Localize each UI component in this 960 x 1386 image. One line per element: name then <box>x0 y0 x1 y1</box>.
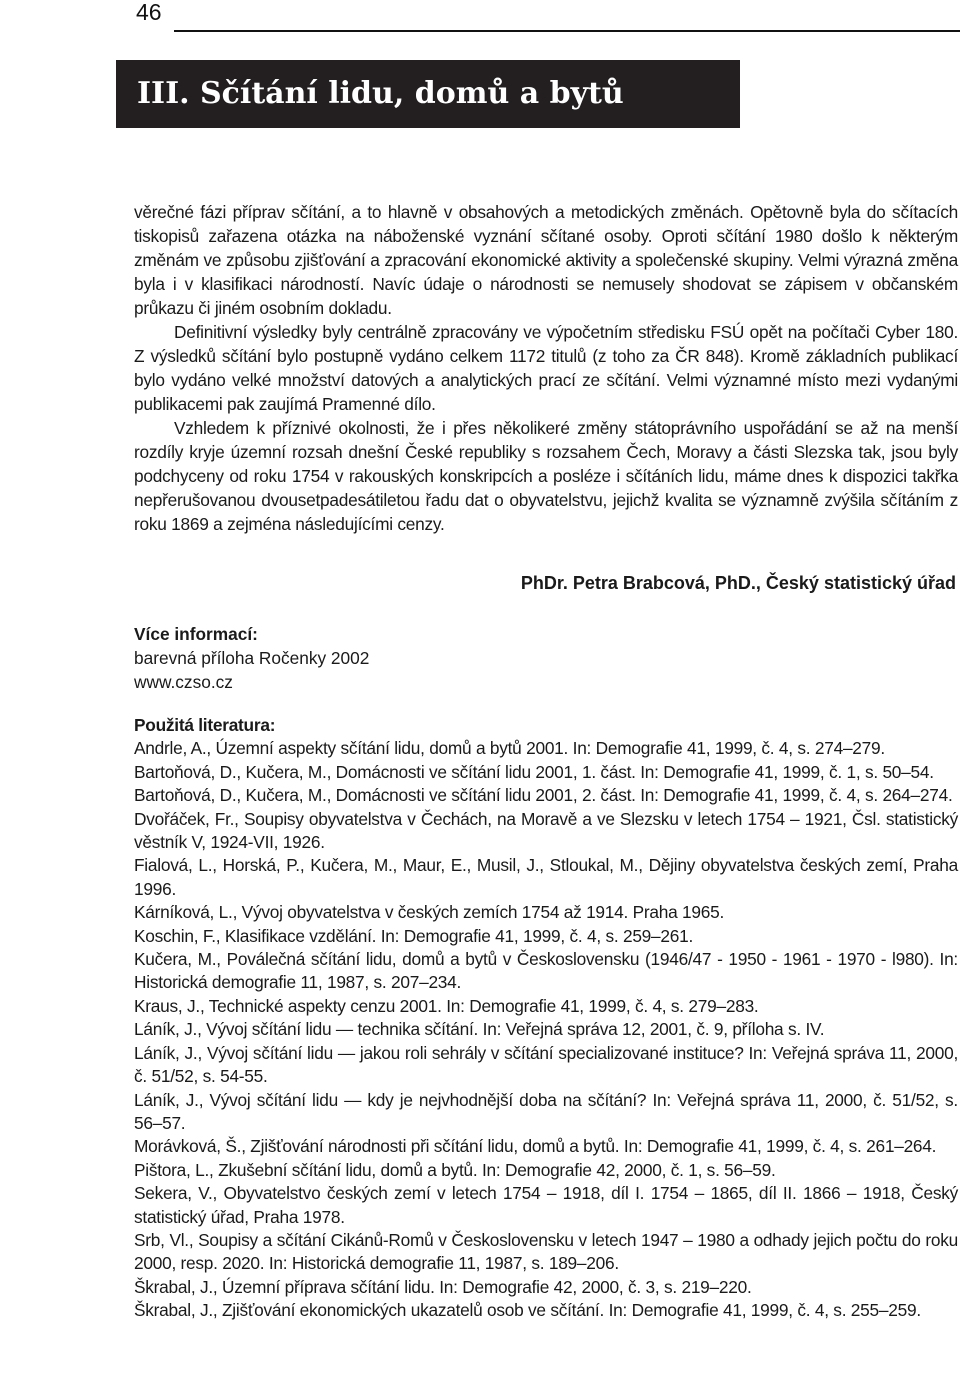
literature-section <box>134 714 958 1323</box>
literature-item: Bartoňová, D., Kučera, M., Domácnosti ve sčítání lidu 2001, 1. část. In: Demografie 41, 1999, č. 1, s. 50–54. <box>134 761 934 782</box>
literature-heading: Použitá literatura: <box>134 715 276 735</box>
chapter-banner <box>116 60 740 128</box>
literature-item: Andrle, A., Územní aspekty sčítání lidu, domů a bytů 2001. In: Demografie 41, 1999, č. 4, s. 274–279. <box>134 738 885 759</box>
page-number: 46 <box>136 0 162 25</box>
literature-item: Kárníková, L., Vývoj obyvatelstva v českých zemích 1754 až 1914. Praha 1965. <box>134 902 725 923</box>
literature-item: Pištora, L., Zkušební sčítání lidu, domů a bytů. In: Demografie 42, 2000, č. 1, s. 56–59. <box>134 1159 776 1180</box>
body-text <box>134 200 958 536</box>
literature-item: Morávková, Š., Zjišťování národnosti při sčítání lidu, domů a bytů. In: Demografie 41, 1999, č. 4, s. 261–264. <box>134 1136 937 1157</box>
body-paragraph: Vzhledem k příznivé okolnosti, že i přes několikeré změny státoprávního uspořádání se až na menší rozdíly kryje územní rozsah dnešní České republiky s rozsahem Čech, Moravy a části Slezska tak, jsou byly podchyceny od roku 1754 v rakouských konskripcích a posléze i sčítáních lidu, máme dnes k dispozici takřka nepřerušovanou dvousetpadesátiletou řadu dat o obyvatelstvu, jejichž kvalita se významně zvýšila sčítáním z roku 1869 a zejména následujícími cenzy. <box>134 418 958 534</box>
literature-list <box>134 737 958 1322</box>
literature-item: Fialová, L., Horská, P., Kučera, M., Maur, E., Musil, J., Stloukal, M., Dějiny obyvatelstva českých zemí, Praha 1996. <box>134 855 958 899</box>
more-info-line: barevná příloha Ročenky 2002 <box>134 648 370 668</box>
literature-item: Láník, J., Vývoj sčítání lidu — technika sčítání. In: Veřejná správa 12, 2001, č. 9, příloha s. IV. <box>134 1019 825 1040</box>
header-rule <box>174 30 960 32</box>
literature-item: Láník, J., Vývoj sčítání lidu — jakou roli sehrály v sčítání specializované instituce? In: Veřejná správa 11, 2000, č. 51/52, s. 54-55. <box>134 1042 958 1087</box>
literature-item: Dvořáček, Fr., Soupisy obyvatelstva v Čechách, na Moravě a ve Slezsku v letech 1754 – 1921, Čsl. statistický věstník V, 1924-VII, 1926. <box>134 808 958 853</box>
literature-item: Srb, Vl., Soupisy a sčítání Cikánů-Romů v Československu v letech 1947 – 1980 a odhady jejich počtu do roku 2000, resp. 2020. In: Historická demografie 11, 1987, s. 189–206. <box>134 1229 958 1274</box>
more-info-heading: Více informací: <box>134 624 258 644</box>
chapter-title: III. Sčítání lidu, domů a bytů <box>137 76 624 111</box>
literature-item: Škrabal, J., Územní příprava sčítání lidu. In: Demografie 42, 2000, č. 3, s. 219–220. <box>134 1276 752 1297</box>
body-paragraph: Definitivní výsledky byly centrálně zpracovány ve výpočetním středisku FSÚ opět na počítači Cyber 180. Z výsledků sčítání bylo postupně vydáno celkem 1172 titulů (z toho za ČR 848). Kromě základních publikací bylo vydáno velké množství datových a analytických prací ze sčítání. Velmi významné místo mezi vydanými publikacemi pak zaujímá Pramenné dílo. <box>134 322 958 414</box>
more-info-link[interactable]: www.czso.cz <box>134 672 233 692</box>
literature-item: Škrabal, J., Zjišťování ekonomických ukazatelů osob ve sčítání. In: Demografie 41, 1999, č. 4, s. 255–259. <box>134 1300 921 1321</box>
literature-item: Kučera, M., Poválečná sčítání lidu, domů a bytů v Československu (1946/47 - 1950 - 1961 - 1970 - l980). In: Historická demografie 11, 1987, s. 207–234. <box>134 949 958 993</box>
literature-item: Kraus, J., Technické aspekty cenzu 2001. In: Demografie 41, 1999, č. 4, s. 279–283. <box>134 995 759 1016</box>
body-paragraph: věrečné fázi příprav sčítání, a to hlavně v obsahových a metodických změnách. Opětovně byla do sčítacích tiskopisů zařazena otázka na náboženské vyznání sčítané osoby. Oproti sčítání 1980 došlo k některým změnám ve způsobu zjišťování a zpracování ekonomické aktivity a společenské skupiny. Velmi výrazná změna byla i v klasifikaci národností. Navíc údaje o národnosti se nemusely shodovat se zápisem v občanském průkazu či jiném osobním dokladu. <box>134 202 958 318</box>
author-signature: PhDr. Petra Brabcová, PhD., Český statistický úřad <box>520 573 956 593</box>
more-info-section <box>134 622 369 694</box>
literature-item: Koschin, F., Klasifikace vzdělání. In: Demografie 41, 1999, č. 4, s. 259–261. <box>134 925 694 946</box>
literature-item: Bartoňová, D., Kučera, M., Domácnosti ve sčítání lidu 2001, 2. část. In: Demografie 41, 1999, č. 4, s. 264–274. <box>134 785 953 806</box>
literature-item: Láník, J., Vývoj sčítání lidu — kdy je nejvhodnější doba na sčítání? In: Veřejná správa 11, 2000, č. 51/52, s. 56–57. <box>134 1089 958 1133</box>
literature-item: Sekera, V., Obyvatelstvo českých zemí v letech 1754 – 1918, díl I. 1754 – 1865, díl II. 1866 – 1918, Český statistický úřad, Praha 1978. <box>134 1183 958 1227</box>
